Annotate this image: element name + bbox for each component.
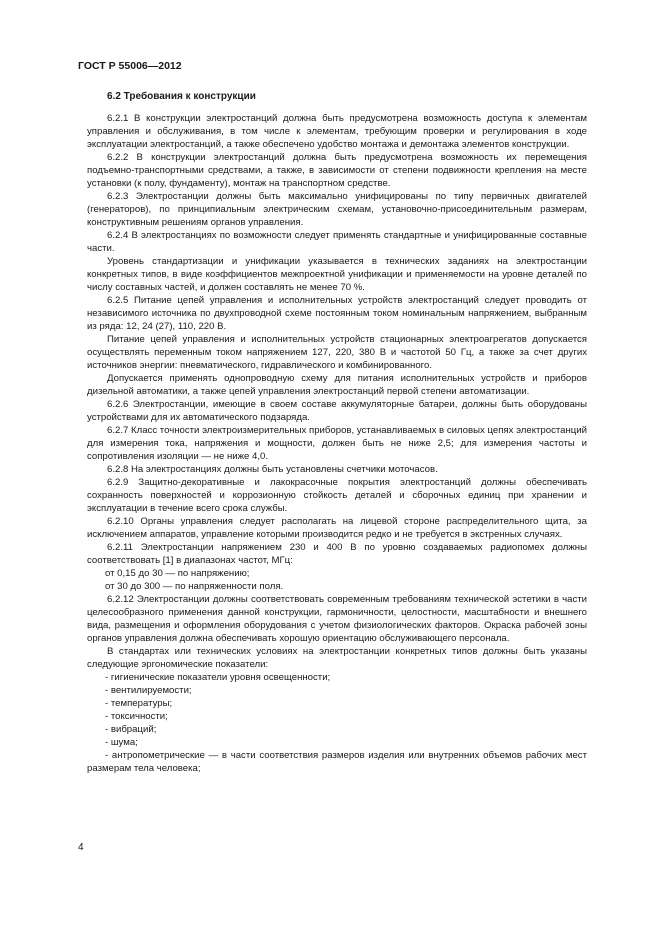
- paragraph-6-2-2: 6.2.2 В конструкции электростанций должна быть предусмотрена возможность их перемещения подъемно-транспортными средствами, а также, в зависимости от степени подвижности крепления на месте установки (к полу, фундаменту), монтаж на транспортном средстве.: [87, 152, 587, 189]
- paragraph-6-2-9: 6.2.9 Защитно-декоративные и лакокрасочные покрытия электростанций должны обеспечивать сохранность поверхностей и коррозионную стойкость деталей и сборочных единиц при хранении и эксплуатации в течение всего срока службы.: [87, 477, 587, 514]
- list-item: - вибраций;: [105, 724, 157, 735]
- paragraph-single-wire: Допускается применять однопроводную схему для питания исполнительных устройств и приборов дизельной автоматики, а также цепей управления электростанций первой степени автоматизации.: [87, 373, 587, 397]
- paragraph-ac-power: Питание цепей управления и исполнительных устройств стационарных электроагрегатов допускается осуществлять переменным током напряжением 127, 220, 380 В и частотой 50 Гц, а также за счет других источников энергии: пневматического, гидравлического и комбинированного.: [87, 334, 587, 371]
- page-number: 4: [78, 842, 84, 853]
- list-item: от 0,15 до 30 — по напряжению;: [105, 568, 250, 579]
- list-item: - температуры;: [105, 698, 173, 709]
- section-title: 6.2 Требования к конструкции: [107, 91, 256, 102]
- list-item: - токсичности;: [105, 711, 168, 722]
- paragraph-6-2-3: 6.2.3 Электростанции должны быть максимально унифицированы по типу первичных двигателей (генераторов), по принципиальным электрическим схемам, установочно-присоединительным размерам, конструктивным решениям органов управления.: [87, 191, 587, 228]
- list-item: - вентилируемости;: [105, 685, 192, 696]
- paragraph-6-2-1: 6.2.1 В конструкции электростанций должна быть предусмотрена возможность доступа к элементам управления и обслуживания, в том числе к элементам, требующим проверки и регулирования в ходе эксплуатации электростанций, а также обеспечено удобство монтажа и демонтажа элементов конструкции.: [87, 113, 587, 150]
- paragraph-6-2-8: 6.2.8 На электростанциях должны быть установлены счетчики моточасов.: [107, 464, 438, 475]
- standard-designation: ГОСТ Р 55006—2012: [78, 60, 182, 72]
- list-item: - антропометрические — в части соответствия размеров изделия или внутренних объемов рабочих мест размерам тела человека;: [87, 750, 587, 774]
- list-item: от 30 до 300 — по напряженности поля.: [105, 581, 284, 592]
- paragraph-6-2-11: 6.2.11 Электростанции напряжением 230 и 400 В по уровню создаваемых радиопомех должны соответствовать [1] в диапазонах частот, МГц:: [87, 542, 587, 566]
- paragraph-6-2-7: 6.2.7 Класс точности электроизмерительных приборов, устанавливаемых в силовых цепях электростанций для измерения тока, напряжения и мощности, должен быть не ниже 2,5; для измерения частоты и сопротивления изоляции — не ниже 4,0.: [87, 425, 587, 462]
- paragraph-6-2-5: 6.2.5 Питание цепей управления и исполнительных устройств электростанций следует проводить от независимого источника по двухпроводной схеме постоянным током номинальным напряжением, выбранным из ряда: 12, 24 (27), 110, 220 В.: [87, 295, 587, 332]
- paragraph-6-2-6: 6.2.6 Электростанции, имеющие в своем составе аккумуляторные батареи, должны быть оборудованы устройствами для их автоматического подзаряда.: [87, 399, 587, 423]
- list-item: - гигиенические показатели уровня освещенности;: [105, 672, 331, 683]
- paragraph-ergonomic-intro: В стандартах или технических условиях на электростанции конкретных типов должны быть указаны следующие эргономические показатели:: [87, 646, 587, 670]
- paragraph-standardization-level: Уровень стандартизации и унификации указывается в технических заданиях на электростанции конкретных типов, в виде коэффициентов межпроектной унификации и применяемости на уровне деталей по числу составных частей, и должен составлять не менее 70 %.: [87, 256, 587, 293]
- paragraph-6-2-10: 6.2.10 Органы управления следует располагать на лицевой стороне распределительного щита, за исключением аппаратов, управление которыми производится редко и не требуется в экстренных случаях.: [87, 516, 587, 540]
- paragraph-6-2-4: 6.2.4 В электростанциях по возможности следует применять стандартные и унифицированные составные части.: [87, 230, 587, 254]
- list-item: - шума;: [105, 737, 138, 748]
- paragraph-6-2-12: 6.2.12 Электростанции должны соответствовать современным требованиям технической эстетики в части целесообразного применения данной конструкции, гармоничности, целостности, масштабности и внешнего вида, размещения и оформления оборудования с учетом физиологических факторов. Окраска рабочей зоны органов управления должна обеспечивать хорошую ориентацию обслуживающего персонала.: [87, 594, 587, 644]
- document-body: [87, 90, 587, 775]
